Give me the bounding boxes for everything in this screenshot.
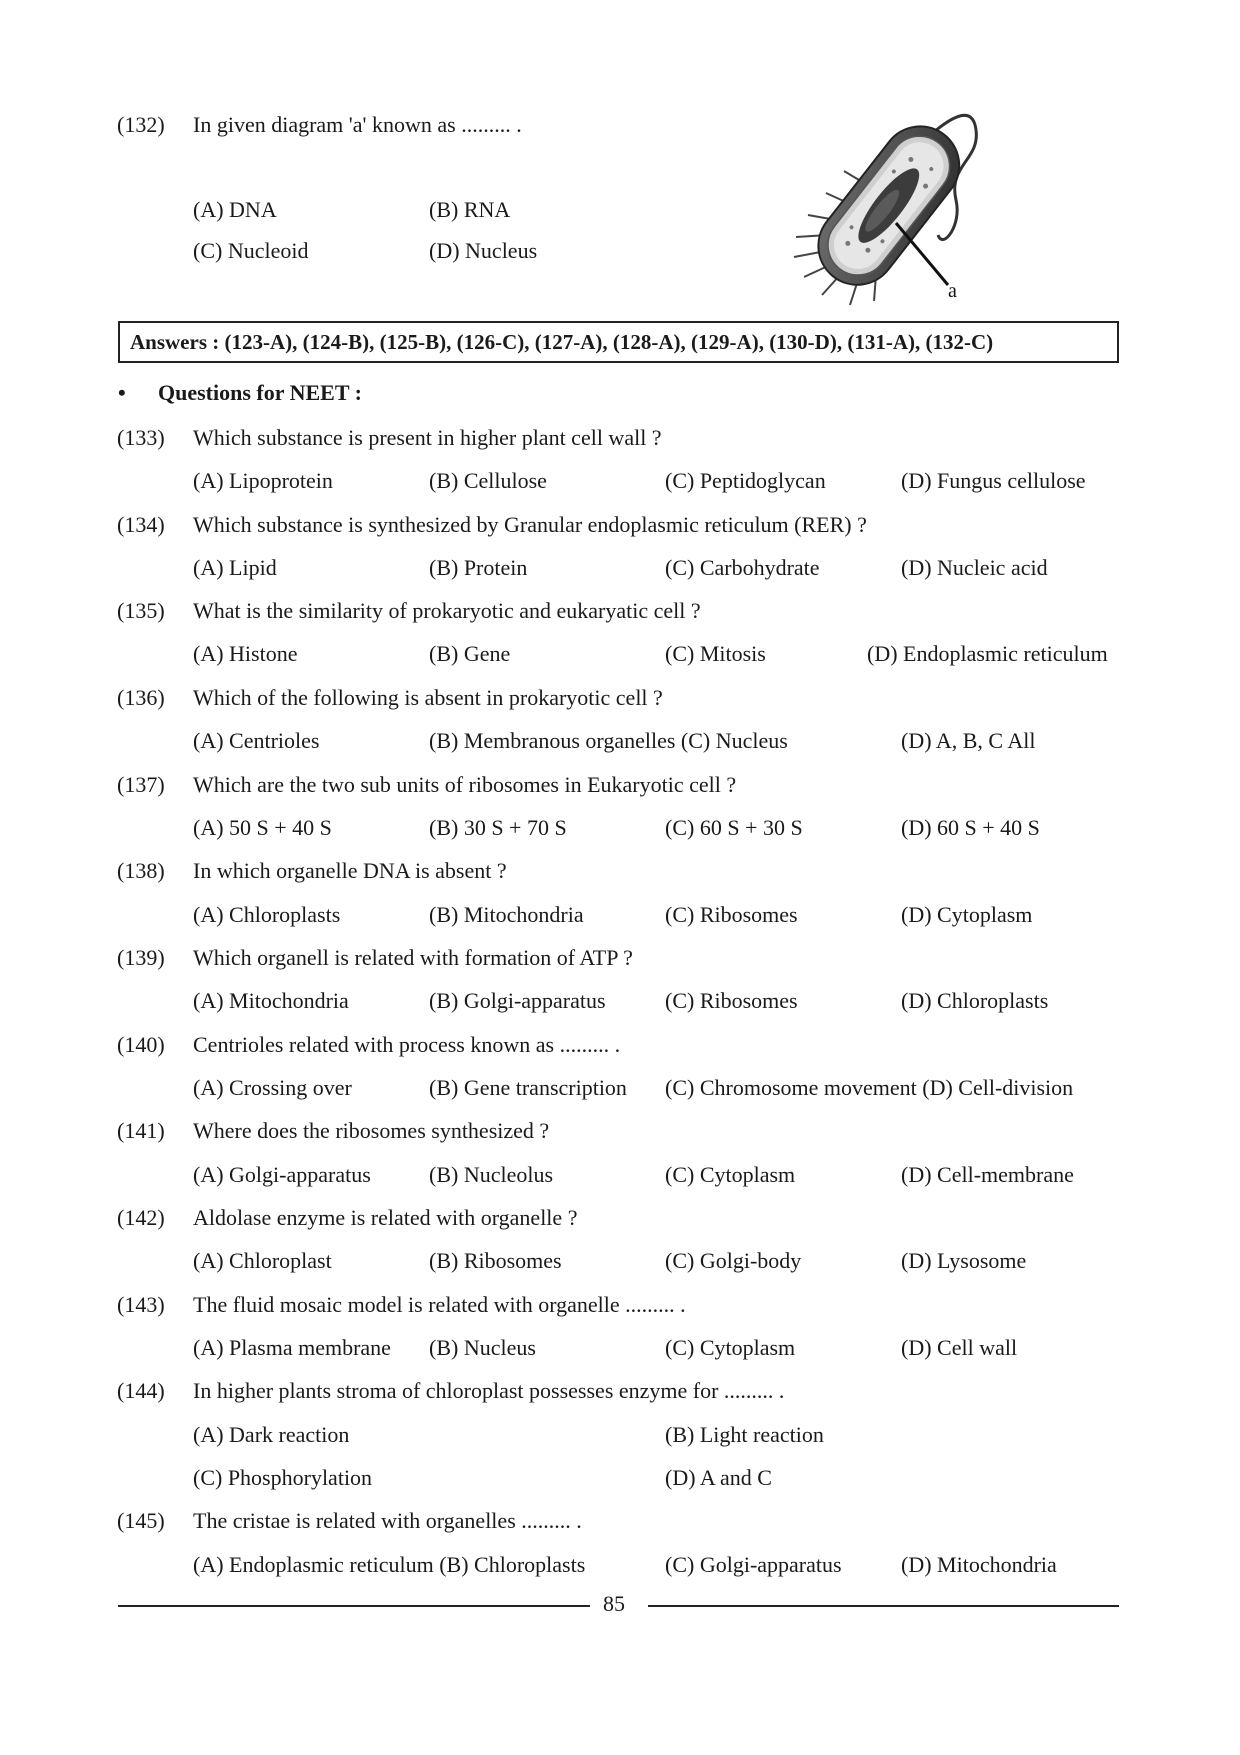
option: (C) Phosphorylation (193, 1465, 373, 1490)
option: (B) Ribosomes (429, 1248, 562, 1273)
question-number: (132) (117, 112, 165, 137)
option: (B) Gene transcription (429, 1075, 627, 1100)
question-number: (145) (117, 1508, 165, 1533)
option: (A) Histone (193, 641, 298, 666)
question-text: In given diagram 'a' known as ......... . (193, 112, 522, 137)
option: (B) RNA (429, 197, 511, 222)
question-text: What is the similarity of prokaryotic and eukaryatic cell ? (193, 598, 701, 623)
option: (A) Golgi-apparatus (193, 1162, 371, 1187)
option: (A) Chloroplasts (193, 902, 341, 927)
option: (B) Nucleolus (429, 1162, 554, 1187)
option: (D) A, B, C All (901, 728, 1036, 753)
question-number: (143) (117, 1292, 165, 1317)
option: (B) 30 S + 70 S (429, 815, 567, 840)
option: (A) 50 S + 40 S (193, 815, 332, 840)
option: (A) Crossing over (193, 1075, 352, 1100)
option: (D) Endoplasmic reticulum (867, 641, 1108, 666)
question-number: (140) (117, 1032, 165, 1057)
option: (B) Golgi-apparatus (429, 988, 606, 1013)
question-text: The fluid mosaic model is related with organelle ......... . (193, 1292, 686, 1317)
option: (D) Chloroplasts (901, 988, 1049, 1013)
option: (D) A and C (665, 1465, 772, 1490)
question-text: Which are the two sub units of ribosomes in Eukaryotic cell ? (193, 772, 737, 797)
question-number: (141) (117, 1118, 165, 1143)
option: (C) Ribosomes (665, 902, 798, 927)
question-text: Centrioles related with process known as ......... . (193, 1032, 621, 1057)
option: (C) 60 S + 30 S (665, 815, 803, 840)
option: (B) Cellulose (429, 468, 547, 493)
question-number: (133) (117, 425, 165, 450)
option: (A) Lipoprotein (193, 468, 333, 493)
option: (D) Cell-membrane (901, 1162, 1074, 1187)
option: (A) Dark reaction (193, 1422, 350, 1447)
option: (A) Chloroplast (193, 1248, 332, 1273)
option: (D) Nucleus (429, 238, 538, 263)
page-number: 85 (603, 1591, 625, 1616)
option: (A) Endoplasmic reticulum (B) Chloroplasts (193, 1552, 586, 1577)
question-number: (134) (117, 512, 165, 537)
option: (D) Cell wall (901, 1335, 1018, 1360)
label-pointer-line (896, 223, 948, 285)
question-text: Which substance is present in higher plant cell wall ? (193, 425, 662, 450)
option: (C) Golgi-apparatus (665, 1552, 842, 1577)
option: (C) Chromosome movement (D) Cell-division (665, 1075, 1074, 1100)
option: (D) 60 S + 40 S (901, 815, 1040, 840)
footer-rule-left (118, 1605, 590, 1607)
option: (B) Protein (429, 555, 528, 580)
question-text: Which of the following is absent in prokaryotic cell ? (193, 685, 663, 710)
section-heading-text: Questions for NEET : (158, 380, 362, 405)
option: (A) Centrioles (193, 728, 320, 753)
option: (D) Lysosome (901, 1248, 1027, 1273)
option: (B) Gene (429, 641, 511, 666)
question-number: (142) (117, 1205, 165, 1230)
question-text: In which organelle DNA is absent ? (193, 858, 507, 883)
option: (A) DNA (193, 197, 277, 222)
question-number: (137) (117, 772, 165, 797)
option: (B) Mitochondria (429, 902, 584, 927)
option: (C) Ribosomes (665, 988, 798, 1013)
question-text: Which substance is synthesized by Granular endoplasmic reticulum (RER) ? (193, 512, 867, 537)
answers-box: Answers : (123-A), (124-B), (125-B), (126-C), (127-A), (128-A), (129-A), (130-D), (131-A), (132-C) (118, 321, 1119, 363)
option: (C) Golgi-body (665, 1248, 802, 1273)
section-heading (118, 380, 362, 406)
diagram-label-a: a (948, 280, 957, 302)
question-text: Aldolase enzyme is related with organelle ? (193, 1205, 578, 1230)
question-text: Which organell is related with formation of ATP ? (193, 945, 633, 970)
option: (B) Light reaction (665, 1422, 824, 1447)
option: (C) Peptidoglycan (665, 468, 826, 493)
question-text: In higher plants stroma of chloroplast possesses enzyme for ......... . (193, 1378, 785, 1403)
option: (A) Plasma membrane (193, 1335, 391, 1360)
option: (C) Mitosis (665, 641, 766, 666)
bullet: • (118, 380, 126, 405)
option: (B) Membranous organelles (C) Nucleus (429, 728, 788, 753)
option: (D) Nucleic acid (901, 555, 1048, 580)
question-text: Where does the ribosomes synthesized ? (193, 1118, 550, 1143)
option: (D) Cytoplasm (901, 902, 1033, 927)
footer-rule-right (648, 1605, 1119, 1607)
question-number: (139) (117, 945, 165, 970)
option: (C) Cytoplasm (665, 1162, 796, 1187)
question-text: The cristae is related with organelles ......... . (193, 1508, 582, 1533)
option: (D) Fungus cellulose (901, 468, 1086, 493)
option: (D) Mitochondria (901, 1552, 1057, 1577)
option: (C) Carbohydrate (665, 555, 820, 580)
question-number: (136) (117, 685, 165, 710)
option: (B) Nucleus (429, 1335, 536, 1360)
question-number: (144) (117, 1378, 165, 1403)
option: (A) Mitochondria (193, 988, 349, 1013)
question-number: (138) (117, 858, 165, 883)
bacterium-diagram (778, 105, 1008, 310)
question-number: (135) (117, 598, 165, 623)
option: (A) Lipid (193, 555, 277, 580)
option: (C) Cytoplasm (665, 1335, 796, 1360)
option: (C) Nucleoid (193, 238, 309, 263)
